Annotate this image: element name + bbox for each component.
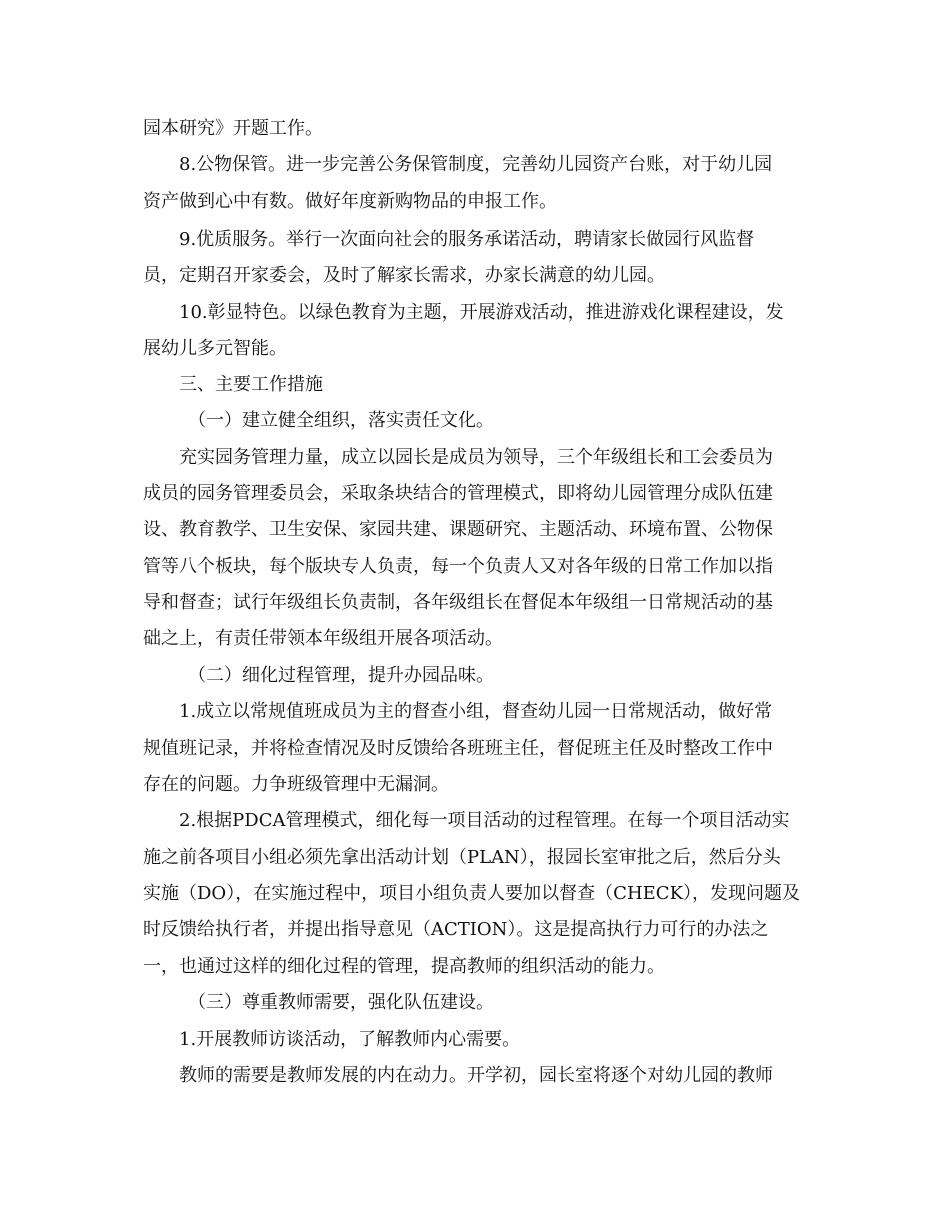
text-line: 2.根据PDCA管理模式，细化每一项目活动的过程管理。在每一个项目活动实 <box>179 810 790 831</box>
text-line: 充实园务管理力量，成立以园长是成员为领导，三个年级组长和工会委员为 <box>179 447 773 468</box>
text-line: 施之前各项目小组必须先拿出活动计划（PLAN），报园长室审批之后，然后分头 <box>143 847 781 868</box>
text-line: 8.公物保管。进一步完善公务保管制度，完善幼儿园资产台账，对于幼儿园 <box>179 154 773 175</box>
text-line: 实施（DO），在实施过程中，项目小组负责人要加以督查（CHECK），发现问题及 <box>143 883 801 904</box>
text-line: 设、教育教学、卫生安保、家园共建、课题研究、主题活动、环境布置、公物保 <box>143 519 773 540</box>
text-line: 础之上，有责任带领本年级组开展各项活动。 <box>143 628 503 649</box>
section-heading: 三、主要工作措施 <box>179 374 323 395</box>
text-line: 园本研究》开题工作。 <box>143 118 323 139</box>
text-line: 10.彰显特色。以绿色教育为主题，开展游戏活动，推进游戏化课程建设，发 <box>179 302 784 323</box>
text-line: 导和督查；试行年级组长负责制，各年级组长在督促本年级组一日常规活动的基 <box>143 592 773 613</box>
text-line: 9.优质服务。举行一次面向社会的服务承诺活动，聘请家长做园行风监督 <box>179 229 755 250</box>
subsection-heading: （二）细化过程管理，提升办园品味。 <box>188 665 494 686</box>
text-line: 时反馈给执行者，并提出指导意见（ACTION）。这是提高执行力可行的办法之 <box>143 919 769 940</box>
text-line: 1.成立以常规值班成员为主的督查小组，督查幼儿园一日常规活动，做好常 <box>179 701 773 722</box>
text-line: 管等八个板块，每个版块专人负责，每一个负责人又对各年级的日常工作加以指 <box>143 556 773 577</box>
subsection-heading: （三）尊重教师需要，强化队伍建设。 <box>188 992 494 1013</box>
text-line: 一，也通过这样的细化过程的管理，提高教师的组织活动的能力。 <box>143 956 665 977</box>
text-line: 1.开展教师访谈活动，了解教师内心需要。 <box>179 1029 521 1050</box>
text-line: 规值班记录，并将检查情况及时反馈给各班班主任，督促班主任及时整改工作中 <box>143 738 773 759</box>
text-line: 成员的园务管理委员会，采取条块结合的管理模式，即将幼儿园管理分成队伍建 <box>143 483 773 504</box>
text-line: 展幼儿多元智能。 <box>143 338 287 359</box>
text-line: 存在的问题。力争班级管理中无漏洞。 <box>143 774 449 795</box>
text-line: 教师的需要是教师发展的内在动力。开学初，园长室将逐个对幼儿园的教师 <box>179 1065 773 1086</box>
subsection-heading: （一）建立健全组织，落实责任文化。 <box>188 410 494 431</box>
text-line: 员，定期召开家委会，及时了解家长需求，办家长满意的幼儿园。 <box>143 265 665 286</box>
text-line: 资产做到心中有数。做好年度新购物品的申报工作。 <box>143 191 557 212</box>
